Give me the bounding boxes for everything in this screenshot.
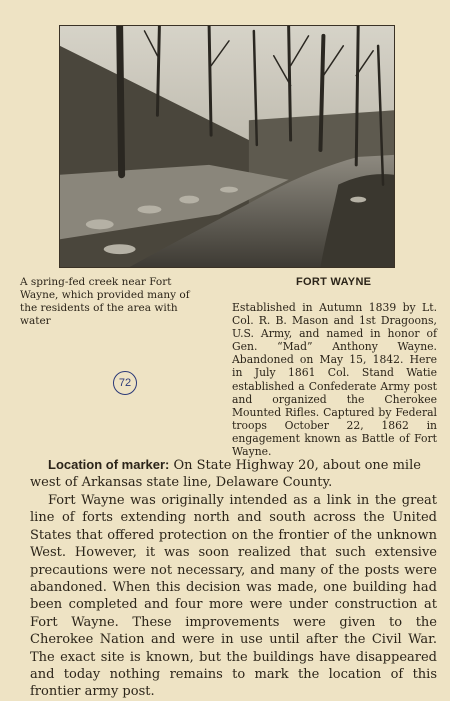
creek-photo-drawing — [60, 26, 394, 267]
creek-photo — [59, 25, 395, 268]
marker-number-badge — [113, 371, 137, 395]
marker-number: 72 — [118, 377, 132, 389]
marker-inscription: Established in Autumn 1839 by Lt. Col. R. B. Mason and 1st Dragoons, U.S. Army, and named in honor of Gen. “Mad” Anthony Wayne. Abandoned on May 15, 1842. Here in July 1861 Col. Stand Watie established a Confederate Army post and organized the Cherokee Mounted Rifles. Captured by Federal troops October 22, 1862 in engagement known as Battle of Fort Wayne. — [232, 301, 437, 459]
marker-title: FORT WAYNE — [296, 276, 372, 288]
marker-location — [30, 456, 440, 491]
photo-caption: A spring-fed creek near Fort Wayne, which provided many of the residents of the area with water — [20, 276, 190, 327]
location-text: On State Highway 20, about one mile west of Arkansas state line, Delaware County. — [30, 458, 421, 490]
history-paragraph: Fort Wayne was originally intended as a link in the great line of forts extending north and south across the United States that offered protection on the frontier of the unknown West. However, it was soon realized that such extensive precautions were not necessary, and many of the posts were abandoned. When this decision was made, one building had been completed and four more were under construction at Fort Wayne. These improvements were given to the Cherokee Nation and were in use until after the Civil War. The exact site is known, but the buildings have disappeared and today nothing remains to mark the location of this frontier army post. — [30, 493, 437, 700]
location-label: Location of marker: — [48, 457, 170, 472]
